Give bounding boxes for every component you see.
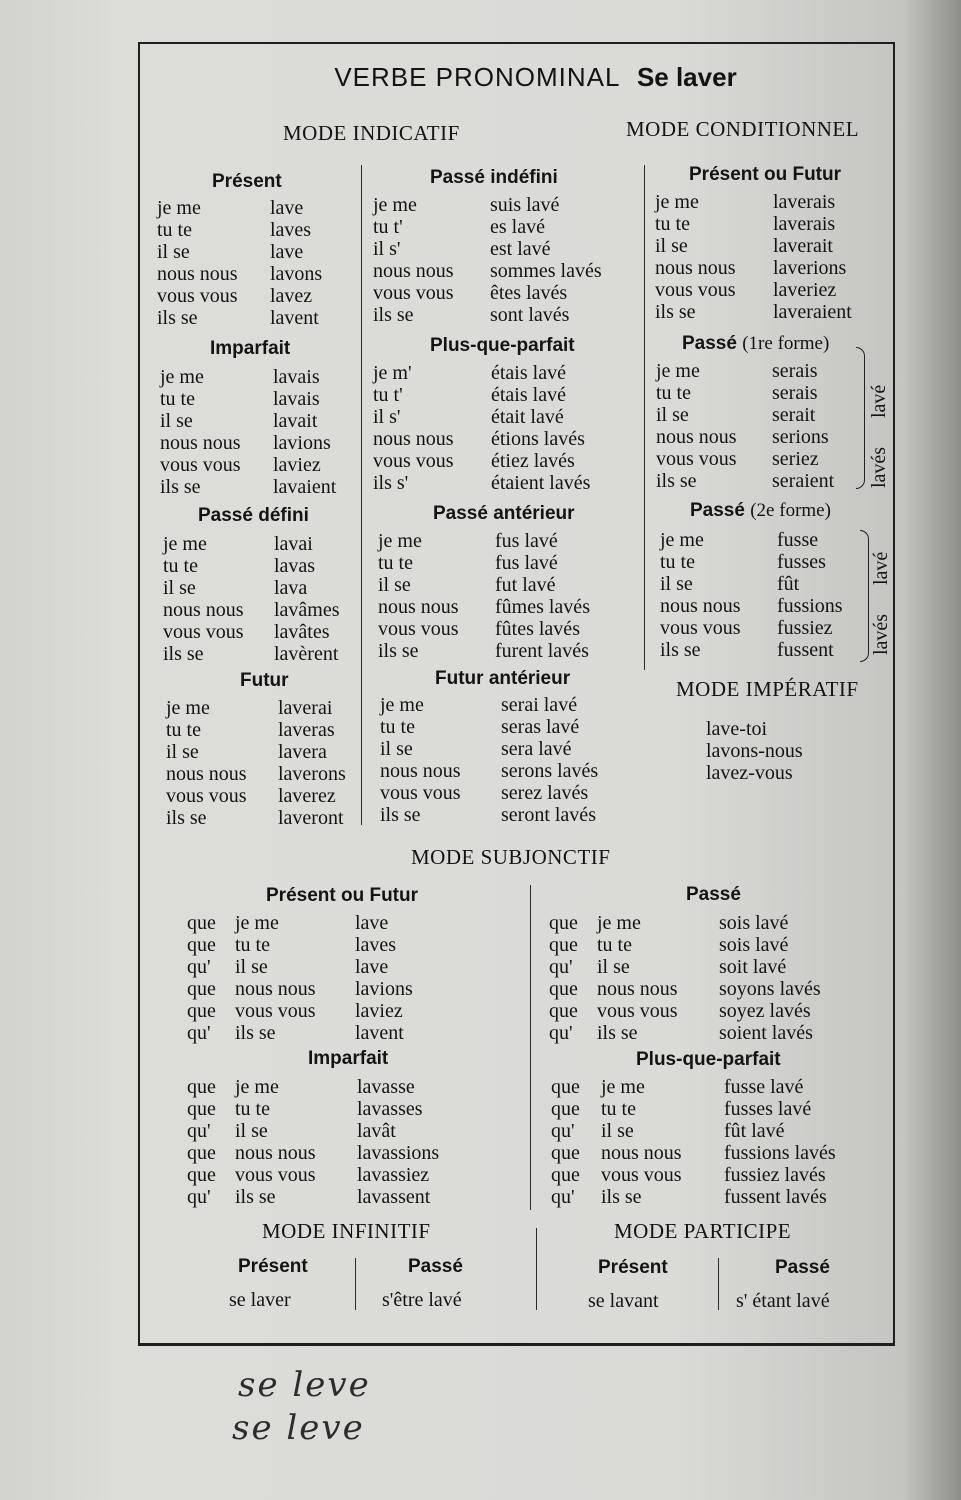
column-divider <box>530 885 531 1210</box>
pronoun: que <box>549 978 578 1000</box>
pronoun: ils se <box>235 1186 276 1208</box>
verb-form: sois lavé <box>719 912 789 934</box>
tense-heading: Présent <box>598 1257 668 1278</box>
pronoun: il se <box>597 956 630 978</box>
verb-form: fûtes lavés <box>495 618 580 640</box>
tense-heading: Passé (1re forme) <box>682 333 830 354</box>
pronoun: qu' <box>187 1186 211 1208</box>
pronoun: tu te <box>597 934 632 956</box>
pronoun: il se <box>157 241 190 263</box>
pronoun: vous vous <box>157 285 238 307</box>
tense-heading: Passé antérieur <box>433 503 575 524</box>
pronoun: vous vous <box>163 621 244 643</box>
pronoun: je me <box>166 697 210 719</box>
tense-heading: Passé défini <box>198 505 309 526</box>
pronoun: qu' <box>551 1186 575 1208</box>
tense-heading: Plus-que-parfait <box>636 1049 781 1070</box>
pronoun: nous nous <box>660 595 741 617</box>
pronoun: il se <box>660 573 693 595</box>
verb-form: soient lavés <box>719 1022 813 1044</box>
pronoun: qu' <box>187 1120 211 1142</box>
tense-heading: Imparfait <box>210 338 291 359</box>
tense-heading: Imparfait <box>308 1048 389 1069</box>
verb-form: laverions <box>773 257 847 279</box>
pronoun: ils se <box>378 640 419 662</box>
pronoun: ils se <box>163 643 204 665</box>
verb-form: fussent <box>777 639 834 661</box>
pronoun: nous nous <box>655 257 736 279</box>
pronoun: nous nous <box>373 260 454 282</box>
verb-form: lavâtes <box>274 621 330 643</box>
verb-form: fussions lavés <box>724 1142 836 1164</box>
tense-heading: Futur <box>240 670 289 691</box>
participe-present: se lavant <box>588 1290 659 1312</box>
verb-form: laveriez <box>773 279 837 301</box>
verb-form: es lavé <box>490 216 545 238</box>
pronoun: je me <box>380 694 424 716</box>
pronoun: je me <box>656 360 700 382</box>
verb-form: lavera <box>278 741 327 763</box>
verb-form: serai lavé <box>501 694 578 716</box>
pronoun: nous nous <box>235 1142 316 1164</box>
pronoun: nous nous <box>373 428 454 450</box>
verb-form: lavai <box>274 533 313 555</box>
pronoun: vous vous <box>601 1164 682 1186</box>
imperatif-form: lave-toi <box>706 718 768 740</box>
verb-form: lave <box>355 956 389 978</box>
pronoun: ils se <box>597 1022 638 1044</box>
pronoun: je me <box>597 912 641 934</box>
verb-form: laves <box>355 934 397 956</box>
verb-form: lavasses <box>357 1098 423 1120</box>
brace <box>856 347 865 489</box>
pronoun: tu te <box>656 382 691 404</box>
verb-form: fut lavé <box>495 574 556 596</box>
pronoun: vous vous <box>160 454 241 476</box>
pronoun: vous vous <box>655 279 736 301</box>
handwritten-note: se leve <box>232 1408 365 1448</box>
pronoun: je m' <box>373 362 412 384</box>
verb-form: sont lavés <box>490 304 570 326</box>
infinitif-passe: s'être lavé <box>382 1289 462 1311</box>
verb-form: fus lavé <box>495 552 558 574</box>
verb-form: soit lavé <box>719 956 787 978</box>
pronoun: il se <box>380 738 413 760</box>
column-divider <box>355 1258 356 1310</box>
verb-form: fût lavé <box>724 1120 785 1142</box>
tense-heading: Passé <box>775 1257 830 1278</box>
pronoun: nous nous <box>235 978 316 1000</box>
pronoun: tu te <box>160 388 195 410</box>
verb-form: étais lavé <box>491 384 566 406</box>
pronoun: vous vous <box>235 1000 316 1022</box>
verb-form: laveras <box>278 719 335 741</box>
pronoun: nous nous <box>597 978 678 1000</box>
pronoun: nous nous <box>601 1142 682 1164</box>
verb-form: lavez <box>270 285 313 307</box>
verb-form: fussiez <box>777 617 833 639</box>
pronoun: que <box>187 912 216 934</box>
verb-form: laverais <box>773 191 836 213</box>
pronoun: il se <box>378 574 411 596</box>
pronoun: qu' <box>187 956 211 978</box>
verb-form: laverons <box>278 763 346 785</box>
pronoun: tu te <box>235 1098 270 1120</box>
pronoun: il se <box>160 410 193 432</box>
verb-form: lavent <box>270 307 319 329</box>
verb-form: fût <box>777 573 800 595</box>
tense-heading: Plus-que-parfait <box>430 335 575 356</box>
pronoun: vous vous <box>373 282 454 304</box>
verb-form: fusses lavé <box>724 1098 812 1120</box>
verb-form: lavent <box>355 1022 404 1044</box>
verb-form: fussions <box>777 595 843 617</box>
verb-form: lavassent <box>357 1186 431 1208</box>
mode-subjonctif-header: MODE SUBJONCTIF <box>411 845 611 869</box>
pronoun: nous nous <box>163 599 244 621</box>
tense-heading: Futur antérieur <box>435 668 571 689</box>
tense-heading: Passé (2e forme) <box>690 500 831 521</box>
verb-form: furent lavés <box>495 640 589 662</box>
verb-form: lavasse <box>357 1076 415 1098</box>
pronoun: que <box>549 1000 578 1022</box>
pronoun: tu te <box>655 213 690 235</box>
brace-label-singular: lavé <box>868 384 890 418</box>
column-divider <box>536 1228 537 1310</box>
pronoun: ils se <box>655 301 696 323</box>
pronoun: tu te <box>380 716 415 738</box>
pronoun: tu te <box>157 219 192 241</box>
tense-heading: Présent <box>212 171 282 192</box>
pronoun: nous nous <box>157 263 238 285</box>
verb-form: lavaient <box>273 476 337 498</box>
pronoun: que <box>551 1076 580 1098</box>
infinitif-present: se laver <box>229 1289 291 1311</box>
pronoun: nous nous <box>378 596 459 618</box>
pronoun: tu te <box>235 934 270 956</box>
pronoun: il s' <box>373 406 401 428</box>
verb-form: étais lavé <box>491 362 566 384</box>
imperatif-form: lavons-nous <box>706 740 803 762</box>
pronoun: je me <box>660 529 704 551</box>
verb-form: laviez <box>273 454 321 476</box>
tense-heading: Présent <box>238 1256 308 1277</box>
verb-form: lavions <box>355 978 413 1000</box>
verb-form: seraient <box>772 470 835 492</box>
verb-form: lavions <box>273 432 331 454</box>
tense-heading: Passé <box>408 1256 463 1277</box>
pronoun: ils se <box>373 304 414 326</box>
mode-indicatif-header: MODE INDICATIF <box>283 121 460 145</box>
verb-form: lavât <box>357 1120 396 1142</box>
verb-form: laverait <box>773 235 833 257</box>
pronoun: ils s' <box>373 472 409 494</box>
brace <box>860 530 869 662</box>
verb-form: laveraient <box>773 301 852 323</box>
pronoun: il se <box>655 235 688 257</box>
verb-form: laverai <box>278 697 333 719</box>
verb-form: est lavé <box>490 238 551 260</box>
pronoun: il s' <box>373 238 401 260</box>
tense-heading: Présent ou Futur <box>689 164 842 185</box>
pronoun: vous vous <box>235 1164 316 1186</box>
verb-form: seras lavé <box>501 716 580 738</box>
verb-form: sois lavé <box>719 934 789 956</box>
pronoun: il se <box>601 1120 634 1142</box>
pronoun: ils se <box>601 1186 642 1208</box>
handwritten-note: se leve <box>238 1365 371 1405</box>
pronoun: je me <box>378 530 422 552</box>
pronoun: que <box>187 978 216 1000</box>
mode-imperatif-header: MODE IMPÉRATIF <box>676 677 859 701</box>
verb-form: serez lavés <box>501 782 589 804</box>
pronoun: ils se <box>380 804 421 826</box>
pronoun: nous nous <box>656 426 737 448</box>
pronoun: que <box>551 1098 580 1120</box>
imperatif-form: lavez-vous <box>706 762 793 784</box>
pronoun: que <box>187 934 216 956</box>
pronoun: tu t' <box>373 384 403 406</box>
pronoun: vous vous <box>373 450 454 472</box>
tense-heading: Passé indéfini <box>430 167 558 188</box>
verb-form: lave <box>270 197 304 219</box>
verb-form: lavâmes <box>274 599 340 621</box>
verb-form: laves <box>270 219 312 241</box>
pronoun: il se <box>166 741 199 763</box>
column-divider <box>361 165 362 825</box>
pronoun: il se <box>235 1120 268 1142</box>
pronoun: que <box>551 1142 580 1164</box>
participe-passe: s' étant lavé <box>736 1290 830 1312</box>
pronoun: je me <box>160 366 204 388</box>
pronoun: que <box>187 1164 216 1186</box>
verb-form: fus lavé <box>495 530 558 552</box>
verb-form: soyons lavés <box>719 978 821 1000</box>
pronoun: tu te <box>601 1098 636 1120</box>
verb-form: lave <box>355 912 389 934</box>
verb-form: fussent lavés <box>724 1186 827 1208</box>
verb-form: fusse lavé <box>724 1076 804 1098</box>
pronoun: vous vous <box>378 618 459 640</box>
verb-form: lavassiez <box>357 1164 430 1186</box>
pronoun: vous vous <box>597 1000 678 1022</box>
pronoun: tu te <box>378 552 413 574</box>
tense-heading: Passé <box>686 884 741 905</box>
pronoun: il se <box>235 956 268 978</box>
verb-form: lavait <box>273 410 318 432</box>
verb-form: lavais <box>273 366 320 388</box>
verb-form: lavons <box>270 263 323 285</box>
pronoun: ils se <box>166 807 207 829</box>
verb-form: sommes lavés <box>490 260 602 282</box>
verb-form: sera lavé <box>501 738 572 760</box>
verb-form: étaient lavés <box>491 472 591 494</box>
verb-form: lavassions <box>357 1142 440 1164</box>
verb-form: laverez <box>278 785 336 807</box>
pronoun: je me <box>235 912 279 934</box>
verb-form: soyez lavés <box>719 1000 811 1022</box>
pronoun: que <box>549 912 578 934</box>
pronoun: que <box>187 1142 216 1164</box>
pronoun: que <box>187 1098 216 1120</box>
pronoun: que <box>187 1076 216 1098</box>
verb-form: êtes lavés <box>490 282 568 304</box>
verb-form: lavèrent <box>274 643 339 665</box>
verb-form: était lavé <box>491 406 564 428</box>
verb-form: seront lavés <box>501 804 596 826</box>
pronoun: je me <box>163 533 207 555</box>
pronoun: que <box>187 1000 216 1022</box>
column-divider <box>644 165 645 670</box>
verb-form: fusse <box>777 529 819 551</box>
verb-form: serait <box>772 404 816 426</box>
pronoun: tu te <box>660 551 695 573</box>
pronoun: tu te <box>163 555 198 577</box>
pronoun: nous nous <box>166 763 247 785</box>
verb-form: serions <box>772 426 829 448</box>
pronoun: vous vous <box>380 782 461 804</box>
verb-form: fussiez lavés <box>724 1164 826 1186</box>
pronoun: vous vous <box>166 785 247 807</box>
brace-label-singular: lavé <box>870 551 892 585</box>
tense-heading: Présent ou Futur <box>266 885 419 906</box>
pronoun: que <box>551 1164 580 1186</box>
verb-form: fûmes lavés <box>495 596 590 618</box>
pronoun: il se <box>163 577 196 599</box>
pronoun: je me <box>601 1076 645 1098</box>
verb-form: lava <box>274 577 308 599</box>
verb-form: serais <box>772 382 818 404</box>
pronoun: nous nous <box>380 760 461 782</box>
pronoun: ils se <box>656 470 697 492</box>
verb-form: étions lavés <box>491 428 585 450</box>
column-divider <box>718 1258 719 1310</box>
verb-form: laveront <box>278 807 344 829</box>
page-title: VERBE PRONOMINAL Se laver <box>334 62 737 92</box>
pronoun: vous vous <box>660 617 741 639</box>
verb-form: lave <box>270 241 304 263</box>
pronoun: qu' <box>187 1022 211 1044</box>
pronoun: qu' <box>549 956 573 978</box>
verb-form: lavas <box>274 555 316 577</box>
pronoun: qu' <box>549 1022 573 1044</box>
pronoun: qu' <box>551 1120 575 1142</box>
pronoun: que <box>549 934 578 956</box>
pronoun: il se <box>656 404 689 426</box>
mode-infinitif-header: MODE INFINITIF <box>262 1219 431 1243</box>
pronoun: tu te <box>166 719 201 741</box>
pronoun: ils se <box>660 639 701 661</box>
pronoun: ils se <box>157 307 198 329</box>
pronoun: ils se <box>160 476 201 498</box>
mode-conditionnel-header: MODE CONDITIONNEL <box>626 117 860 141</box>
pronoun: tu t' <box>373 216 403 238</box>
verb-form: étiez lavés <box>491 450 575 472</box>
pronoun: je me <box>157 197 201 219</box>
pronoun: je me <box>655 191 699 213</box>
brace-label-plural: lavés <box>870 613 892 655</box>
verb-form: laverais <box>773 213 836 235</box>
verb-form: suis lavé <box>490 194 560 216</box>
brace-label-plural: lavés <box>868 446 890 488</box>
pronoun: je me <box>235 1076 279 1098</box>
pronoun: je me <box>373 194 417 216</box>
verb-form: fusses <box>777 551 826 573</box>
verb-form: laviez <box>355 1000 403 1022</box>
verb-form: seriez <box>772 448 819 470</box>
pronoun: ils se <box>235 1022 276 1044</box>
pronoun: nous nous <box>160 432 241 454</box>
verb-form: serons lavés <box>501 760 599 782</box>
mode-participe-header: MODE PARTICIPE <box>614 1219 792 1243</box>
verb-form: lavais <box>273 388 320 410</box>
pronoun: vous vous <box>656 448 737 470</box>
verb-form: serais <box>772 360 818 382</box>
